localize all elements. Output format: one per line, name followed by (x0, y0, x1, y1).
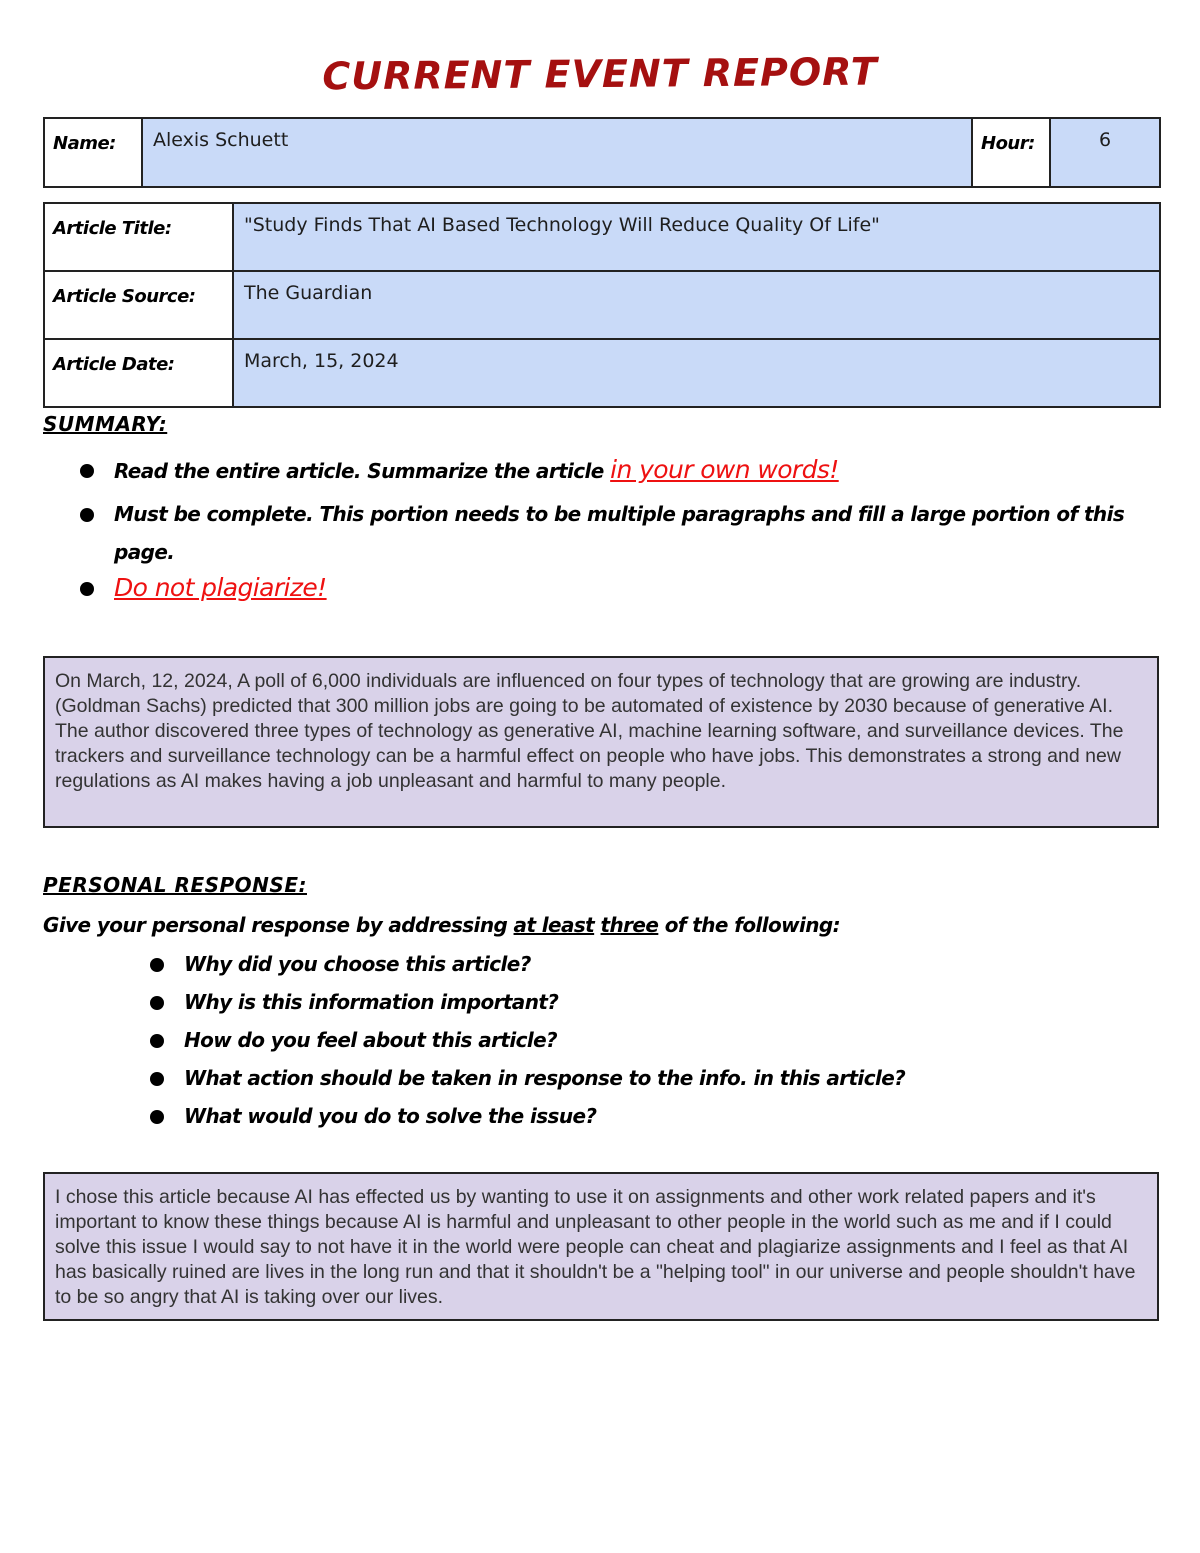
list-item: Why is this information important? (150, 988, 1150, 1026)
list-item: Read the entire article. Summarize the article in your own words! (80, 455, 1160, 495)
article-title-label: Article Title: (44, 203, 233, 271)
list-item: What action should be taken in response to the info. in this article? (150, 1064, 1150, 1102)
bullet-icon (150, 958, 164, 972)
article-source-field[interactable]: The Guardian (233, 271, 1160, 339)
student-info-table (43, 117, 1161, 188)
page-title: CURRENT EVENT REPORT (322, 49, 878, 99)
article-title-field[interactable]: "Study Finds That AI Based Technology Will Reduce Quality Of Life" (233, 203, 1160, 271)
list-item: Do not plagiarize! (80, 573, 1160, 613)
response-prompt: Give your personal response by addressing at least three of the following: (43, 913, 840, 937)
personal-response-heading: PERSONAL RESPONSE: (43, 873, 307, 897)
list-item: Why did you choose this article? (150, 950, 1150, 988)
list-item: What would you do to solve the issue? (150, 1102, 1150, 1140)
bullet-icon (150, 1034, 164, 1048)
name-label: Name: (44, 118, 142, 187)
bullet-icon (80, 582, 94, 596)
bullet-icon (80, 464, 94, 478)
list-item: Must be complete. This portion needs to be multiple paragraphs and fill a large portion of this page. (80, 495, 1160, 573)
summary-heading: SUMMARY: (43, 412, 168, 436)
hour-field[interactable]: 6 (1050, 118, 1160, 187)
bullet-icon (150, 996, 164, 1010)
bullet-icon (80, 508, 94, 522)
list-item: How do you feel about this article? (150, 1026, 1150, 1064)
article-info-table (43, 202, 1161, 408)
summary-textbox[interactable]: On March, 12, 2024, A poll of 6,000 individuals are influenced on four types of technology that are growing are industry. (Goldman Sachs) predicted that 300 million jobs are going to be automated of existence by 2030 because of generative AI. The author discovered three types of technology as generative AI, machine learning software, and surveillance devices. The trackers and surveillance technology can be a harmful effect on people who have jobs. This demonstrates a strong and new regulations as AI makes having a job unpleasant and harmful to many people. (43, 656, 1159, 828)
hour-label: Hour: (972, 118, 1050, 187)
article-date-label: Article Date: (44, 339, 233, 407)
bullet-icon (150, 1072, 164, 1086)
personal-response-textbox[interactable]: I chose this article because AI has effected us by wanting to use it on assignments and other work related papers and it's important to know these things because AI is harmful and unpleasant to other people in the world such as me and if I could solve this issue I would say to not have it in the world were people can cheat and plagiarize assignments and I feel as that AI has basically ruined are lives in the long run and that it shouldn't be a "helping tool" in our universe and people shouldn't have to be so angry that AI is taking over our lives. (43, 1172, 1159, 1321)
summary-instructions (80, 455, 1160, 613)
bullet-icon (150, 1110, 164, 1124)
response-questions (150, 950, 1150, 1140)
article-source-label: Article Source: (44, 271, 233, 339)
name-field[interactable]: Alexis Schuett (142, 118, 972, 187)
article-date-field[interactable]: March, 15, 2024 (233, 339, 1160, 407)
